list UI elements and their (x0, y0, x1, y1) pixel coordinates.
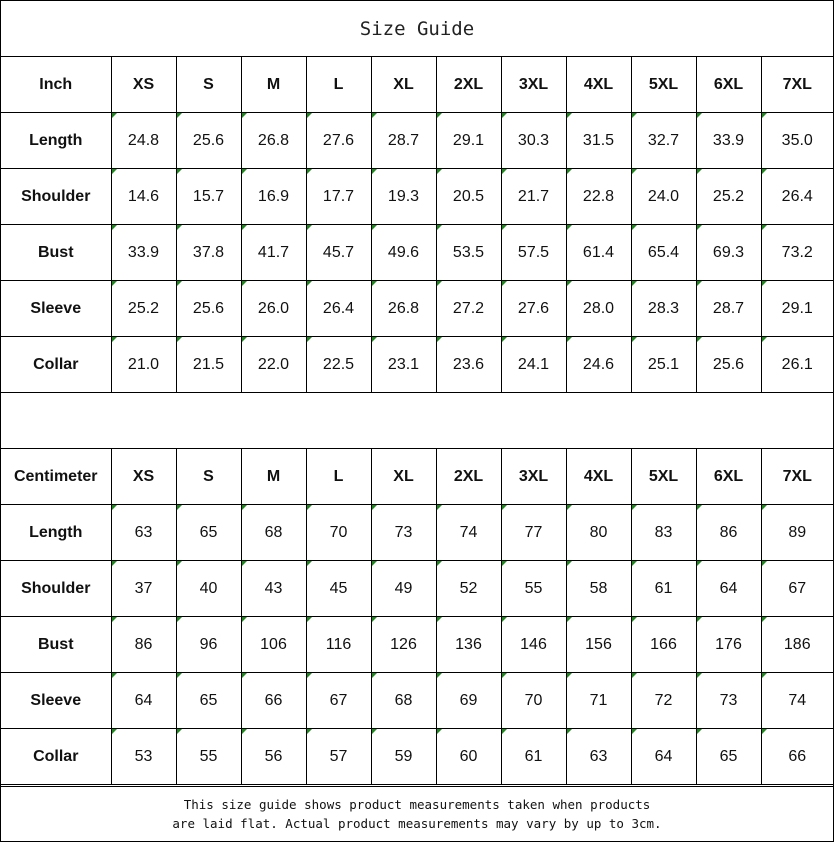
measurement-value-cell: 69.3 (696, 225, 761, 281)
measurement-value-cell: 23.1 (371, 337, 436, 393)
note-line-1: This size guide shows product measurements taken when products (183, 797, 651, 812)
header-row (1, 57, 833, 113)
measurement-value-cell: 22.5 (306, 337, 371, 393)
measurement-value-cell: 19.3 (371, 169, 436, 225)
measurement-note (1, 786, 833, 841)
table-row (1, 561, 833, 617)
measurement-value-cell: 83 (631, 505, 696, 561)
measurement-value-cell: 25.6 (176, 281, 241, 337)
table-spacer (1, 393, 833, 449)
measurement-value-cell: 57.5 (501, 225, 566, 281)
measurement-value-cell: 41.7 (241, 225, 306, 281)
size-header-cell: 5XL (631, 57, 696, 113)
measurement-value-cell: 28.3 (631, 281, 696, 337)
measurement-value-cell: 25.2 (696, 169, 761, 225)
table-row (1, 113, 833, 169)
measurement-value-cell: 73.2 (761, 225, 833, 281)
table-row (1, 729, 833, 785)
measurement-value-cell: 86 (111, 617, 176, 673)
measurement-label-cell: Bust (1, 225, 111, 281)
measurement-value-cell: 27.6 (306, 113, 371, 169)
measurement-value-cell: 22.0 (241, 337, 306, 393)
table-row (1, 617, 833, 673)
measurement-value-cell: 45.7 (306, 225, 371, 281)
measurement-value-cell: 61 (631, 561, 696, 617)
measurement-value-cell: 27.6 (501, 281, 566, 337)
measurement-value-cell: 69 (436, 673, 501, 729)
measurement-value-cell: 66 (241, 673, 306, 729)
measurement-value-cell: 26.8 (241, 113, 306, 169)
measurement-value-cell: 49 (371, 561, 436, 617)
measurement-value-cell: 63 (111, 505, 176, 561)
measurement-value-cell: 17.7 (306, 169, 371, 225)
measurement-value-cell: 70 (501, 673, 566, 729)
measurement-value-cell: 26.4 (306, 281, 371, 337)
measurement-value-cell: 74 (436, 505, 501, 561)
size-header-cell: 2XL (436, 57, 501, 113)
size-header-cell: S (176, 57, 241, 113)
measurement-value-cell: 77 (501, 505, 566, 561)
measurement-value-cell: 106 (241, 617, 306, 673)
measurement-value-cell: 96 (176, 617, 241, 673)
measurement-value-cell: 21.5 (176, 337, 241, 393)
size-header-cell: 2XL (436, 449, 501, 505)
measurement-value-cell: 40 (176, 561, 241, 617)
measurement-value-cell: 25.1 (631, 337, 696, 393)
measurement-value-cell: 66 (761, 729, 833, 785)
measurement-value-cell: 16.9 (241, 169, 306, 225)
measurement-value-cell: 24.6 (566, 337, 631, 393)
measurement-value-cell: 67 (306, 673, 371, 729)
measurement-value-cell: 57 (306, 729, 371, 785)
table-row (1, 505, 833, 561)
table-row (1, 281, 833, 337)
measurement-value-cell: 126 (371, 617, 436, 673)
measurement-value-cell: 68 (241, 505, 306, 561)
measurement-value-cell: 73 (371, 505, 436, 561)
measurement-value-cell: 71 (566, 673, 631, 729)
measurement-value-cell: 21.7 (501, 169, 566, 225)
measurement-value-cell: 29.1 (436, 113, 501, 169)
measurement-value-cell: 25.6 (696, 337, 761, 393)
measurement-label-cell: Shoulder (1, 561, 111, 617)
measurement-value-cell: 24.1 (501, 337, 566, 393)
size-header-cell: 4XL (566, 57, 631, 113)
measurement-value-cell: 80 (566, 505, 631, 561)
measurement-value-cell: 186 (761, 617, 833, 673)
table-row (1, 225, 833, 281)
measurement-value-cell: 64 (631, 729, 696, 785)
measurement-value-cell: 64 (696, 561, 761, 617)
size-header-cell: XL (371, 57, 436, 113)
measurement-value-cell: 146 (501, 617, 566, 673)
measurement-value-cell: 45 (306, 561, 371, 617)
measurement-value-cell: 65 (176, 505, 241, 561)
measurement-label-cell: Sleeve (1, 673, 111, 729)
inch-size-table (1, 56, 833, 393)
size-header-cell: M (241, 57, 306, 113)
table-row (1, 673, 833, 729)
measurement-value-cell: 53 (111, 729, 176, 785)
measurement-value-cell: 49.6 (371, 225, 436, 281)
measurement-value-cell: 35.0 (761, 113, 833, 169)
measurement-value-cell: 61 (501, 729, 566, 785)
measurement-value-cell: 70 (306, 505, 371, 561)
table-row (1, 337, 833, 393)
unit-header-cell: Inch (1, 57, 111, 113)
measurement-value-cell: 52 (436, 561, 501, 617)
measurement-value-cell: 43 (241, 561, 306, 617)
measurement-value-cell: 73 (696, 673, 761, 729)
measurement-value-cell: 26.0 (241, 281, 306, 337)
size-header-cell: XS (111, 57, 176, 113)
measurement-value-cell: 22.8 (566, 169, 631, 225)
measurement-value-cell: 86 (696, 505, 761, 561)
measurement-label-cell: Shoulder (1, 169, 111, 225)
measurement-value-cell: 24.0 (631, 169, 696, 225)
measurement-value-cell: 28.7 (371, 113, 436, 169)
page-title: Size Guide (1, 1, 833, 57)
measurement-value-cell: 89 (761, 505, 833, 561)
measurement-value-cell: 14.6 (111, 169, 176, 225)
measurement-value-cell: 116 (306, 617, 371, 673)
size-header-cell: M (241, 449, 306, 505)
measurement-value-cell: 26.8 (371, 281, 436, 337)
measurement-value-cell: 65 (696, 729, 761, 785)
measurement-label-cell: Length (1, 505, 111, 561)
size-header-cell: 7XL (761, 449, 833, 505)
measurement-value-cell: 26.4 (761, 169, 833, 225)
size-header-cell: S (176, 449, 241, 505)
measurement-value-cell: 136 (436, 617, 501, 673)
measurement-value-cell: 63 (566, 729, 631, 785)
measurement-value-cell: 25.6 (176, 113, 241, 169)
measurement-value-cell: 27.2 (436, 281, 501, 337)
measurement-value-cell: 32.7 (631, 113, 696, 169)
measurement-label-cell: Collar (1, 729, 111, 785)
unit-header-cell: Centimeter (1, 449, 111, 505)
size-header-cell: L (306, 449, 371, 505)
size-header-cell: 5XL (631, 449, 696, 505)
measurement-value-cell: 53.5 (436, 225, 501, 281)
measurement-value-cell: 31.5 (566, 113, 631, 169)
size-header-cell: 6XL (696, 449, 761, 505)
measurement-value-cell: 60 (436, 729, 501, 785)
measurement-label-cell: Length (1, 113, 111, 169)
measurement-label-cell: Collar (1, 337, 111, 393)
measurement-value-cell: 55 (501, 561, 566, 617)
measurement-value-cell: 55 (176, 729, 241, 785)
size-header-cell: XS (111, 449, 176, 505)
measurement-value-cell: 37 (111, 561, 176, 617)
measurement-value-cell: 26.1 (761, 337, 833, 393)
measurement-value-cell: 64 (111, 673, 176, 729)
measurement-value-cell: 59 (371, 729, 436, 785)
measurement-value-cell: 176 (696, 617, 761, 673)
note-line-2: are laid flat. Actual product measurements may vary by up to 3cm. (172, 816, 662, 831)
size-header-cell: L (306, 57, 371, 113)
measurement-value-cell: 24.8 (111, 113, 176, 169)
measurement-value-cell: 67 (761, 561, 833, 617)
header-row (1, 449, 833, 505)
measurement-value-cell: 166 (631, 617, 696, 673)
measurement-value-cell: 65.4 (631, 225, 696, 281)
measurement-value-cell: 58 (566, 561, 631, 617)
measurement-value-cell: 156 (566, 617, 631, 673)
measurement-value-cell: 25.2 (111, 281, 176, 337)
measurement-value-cell: 29.1 (761, 281, 833, 337)
measurement-value-cell: 28.0 (566, 281, 631, 337)
measurement-value-cell: 72 (631, 673, 696, 729)
measurement-value-cell: 33.9 (111, 225, 176, 281)
measurement-value-cell: 61.4 (566, 225, 631, 281)
measurement-value-cell: 74 (761, 673, 833, 729)
size-header-cell: 7XL (761, 57, 833, 113)
size-header-cell: XL (371, 449, 436, 505)
measurement-value-cell: 21.0 (111, 337, 176, 393)
measurement-label-cell: Sleeve (1, 281, 111, 337)
measurement-value-cell: 37.8 (176, 225, 241, 281)
measurement-value-cell: 30.3 (501, 113, 566, 169)
measurement-value-cell: 68 (371, 673, 436, 729)
centimeter-size-table (1, 448, 833, 785)
measurement-value-cell: 28.7 (696, 281, 761, 337)
size-header-cell: 4XL (566, 449, 631, 505)
size-header-cell: 3XL (501, 57, 566, 113)
measurement-value-cell: 23.6 (436, 337, 501, 393)
measurement-label-cell: Bust (1, 617, 111, 673)
measurement-value-cell: 20.5 (436, 169, 501, 225)
measurement-value-cell: 56 (241, 729, 306, 785)
table-row (1, 169, 833, 225)
measurement-value-cell: 33.9 (696, 113, 761, 169)
measurement-value-cell: 15.7 (176, 169, 241, 225)
size-header-cell: 3XL (501, 449, 566, 505)
size-header-cell: 6XL (696, 57, 761, 113)
measurement-value-cell: 65 (176, 673, 241, 729)
